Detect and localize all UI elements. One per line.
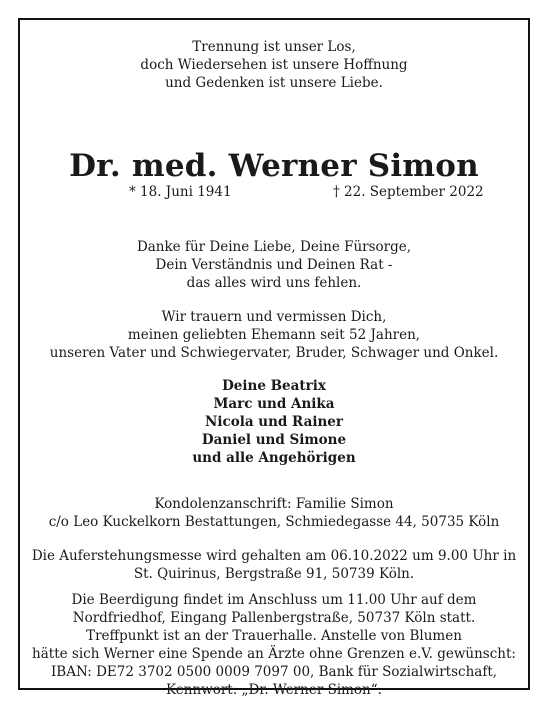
burial-line: Kennwort: „Dr. Werner Simon“. — [166, 682, 382, 698]
mass-notice — [20, 547, 528, 583]
mass-line: Die Auferstehungsmesse wird gehalten am 06.10.2022 um 9.00 Uhr in — [31, 548, 517, 564]
family-member: und alle Angehörigen — [192, 450, 356, 466]
family-member: Daniel und Simone — [201, 432, 347, 448]
family-member: Marc und Anika — [213, 396, 335, 412]
condolence-line: Kondolenzanschrift: Familie Simon — [154, 496, 394, 512]
thanks-text — [20, 238, 528, 292]
mass-line: St. Quirinus, Bergstraße 91, 50739 Köln. — [133, 566, 415, 582]
birth-date: * 18. Juni 1941 — [129, 184, 232, 200]
family-member: Nicola und Rainer — [205, 414, 343, 430]
motto-text — [20, 38, 528, 92]
burial-line: Nordfriedhof, Eingang Pallenbergstraße, 50737 Köln statt. — [72, 610, 476, 626]
mourning-line: Wir trauern und vermissen Dich, — [161, 309, 387, 325]
mourning-line: unseren Vater und Schwiegervater, Bruder, Schwager und Onkel. — [49, 345, 499, 361]
thanks-line: Danke für Deine Liebe, Deine Fürsorge, — [136, 239, 412, 255]
motto-line: Trennung ist unser Los, — [192, 39, 356, 55]
burial-line: Die Beerdigung findet im Anschluss um 11.00 Uhr auf dem — [71, 592, 477, 608]
death-date: † 22. September 2022 — [333, 184, 484, 200]
burial-line: IBAN: DE72 3702 0500 0009 7097 00, Bank für Sozialwirtschaft, — [50, 664, 498, 680]
thanks-line: Dein Verständnis und Deinen Rat - — [155, 257, 393, 273]
family-signature — [20, 377, 528, 467]
motto-line: doch Wiedersehen ist unsere Hoffnung — [140, 57, 408, 73]
obituary-frame — [18, 18, 530, 698]
burial-line: Treffpunkt ist an der Trauerhalle. Anstelle von Blumen — [86, 628, 462, 644]
mourning-text — [20, 308, 528, 362]
mourning-line: meinen geliebten Ehemann seit 52 Jahren, — [127, 327, 421, 343]
condolence-address — [20, 495, 528, 531]
burial-notice — [20, 591, 528, 699]
deceased-name: Dr. med. Werner Simon — [69, 148, 479, 184]
thanks-line: das alles wird uns fehlen. — [186, 275, 362, 291]
burial-line: hätte sich Werner eine Spende an Ärzte ohne Grenzen e.V. gewünscht: — [32, 646, 516, 662]
family-member: Deine Beatrix — [222, 378, 326, 394]
condolence-line: c/o Leo Kuckelkorn Bestattungen, Schmiedegasse 44, 50735 Köln — [48, 514, 500, 530]
motto-line: und Gedenken ist unsere Liebe. — [165, 75, 383, 91]
